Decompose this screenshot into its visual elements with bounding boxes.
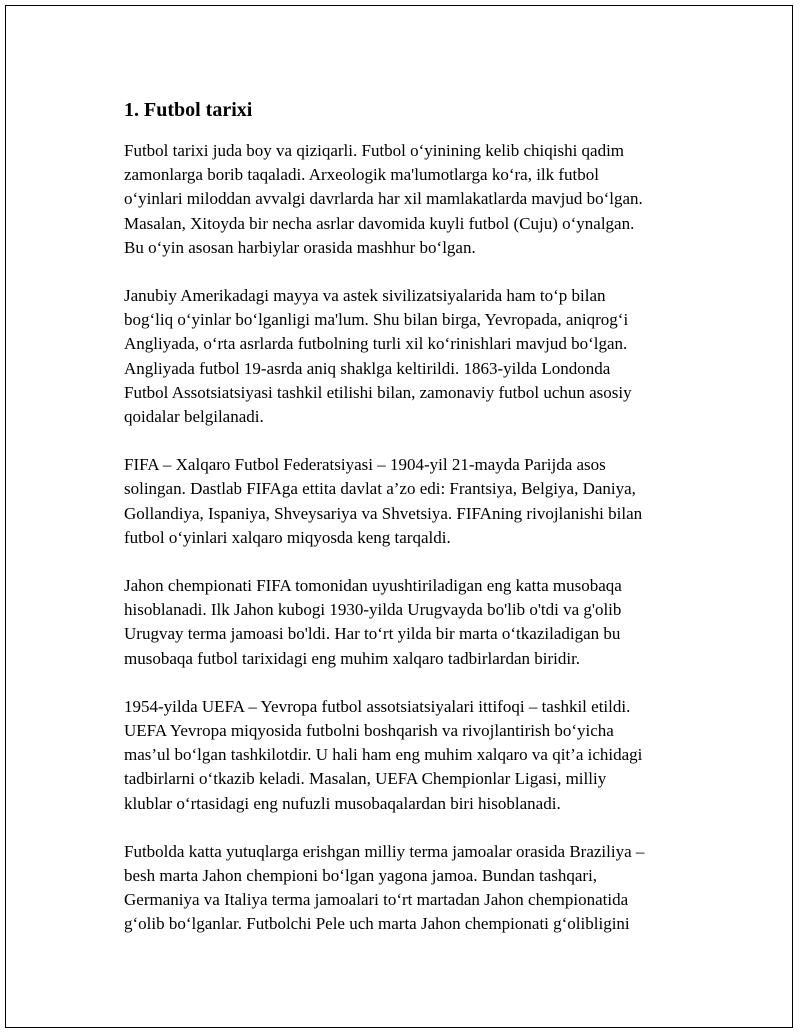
document-body xyxy=(124,98,704,961)
paragraph-uefa: 1954-yilda UEFA – Yevropa futbol assotsiatsiyalari ittifoqi – tashkil etildi. UEFA Yevropa miqyosida futbolni boshqarish va rivojlantirish boʻyicha mas’ul boʻlgan tashkilotdir. U hali ham eng muhim xalqaro va qit’a ichidagi tadbirlarni oʻtkazib keladi. Masalan, UEFA Chempionlar Ligasi, milliy klublar oʻrtasidagi eng nufuzli musobaqalardan biri hisoblanadi. xyxy=(124,696,643,813)
paragraph-national-teams: Futbolda katta yutuqlarga erishgan milliy terma jamoalar orasida Braziliya – besh marta Jahon chempioni boʻlgan yagona jamoa. Bundan tashqari, Germaniya va Italiya terma jamoalari toʻrt martadan Jahon chempionatida gʻolib boʻlganlar. Futbolchi Pele uch marta Jahon chempionati gʻolibligini xyxy=(124,841,645,934)
page xyxy=(5,5,793,1028)
paragraph-fifa: FIFA – Xalqaro Futbol Federatsiyasi – 1904-yil 21-mayda Parijda asos solingan. Dastlab FIFAga ettita davlat a’zo edi: Frantsiya, Belgiya, Daniya, Gollandiya, Ispaniya, Shveysariya va Shvetsiya. FIFAning rivojlanishi bilan futbol oʻyinlari xalqaro miqyosda keng tarqaldi. xyxy=(124,455,643,547)
paragraph-america-europe: Janubiy Amerikadagi mayya va astek sivilizatsiyalarida ham toʻp bilan bogʻliq oʻyinlar boʻlganligi ma'lum. Shu bilan birga, Yevropada, aniqrogʻi Angliyada, oʻrta asrlarda futbolning turli xil koʻrinishlari mavjud boʻlgan. Angliyada futbol 19-asrda aniq shaklga keltirildi. 1863-yilda Londonda Futbol Assotsiatsiyasi tashkil etilishi bilan, zamonaviy futbol uchun asosiy qoidalar belgilanadi. xyxy=(124,286,632,427)
paragraph-world-cup: Jahon chempionati FIFA tomonidan uyushtiriladigan eng katta musobaqa hisoblanadi. Ilk Jahon kubogi 1930-yilda Urugvayda bo'lib o'tdi va g'olib Urugvay terma jamoasi bo'ldi. Har toʻrt yilda bir marta oʻtkaziladigan bu musobaqa futbol tarixidagi eng muhim xalqaro tadbirlardan biridir. xyxy=(124,576,622,668)
paragraph-origins: Futbol tarixi juda boy va qiziqarli. Futbol oʻyinining kelib chiqishi qadim zamonlarga borib taqaladi. Arxeologik ma'lumotlarga koʻra, ilk futbol oʻyinlari miloddan avvalgi davrlarda har xil mamlakatlarda mavjud boʻlgan. Masalan, Xitoyda bir necha asrlar davomida kuyli futbol (Cuju) oʻynalgan. Bu oʻyin asosan harbiylar orasida mashhur boʻlgan. xyxy=(124,141,643,257)
page-title: 1. Futbol tarixi xyxy=(124,99,253,121)
